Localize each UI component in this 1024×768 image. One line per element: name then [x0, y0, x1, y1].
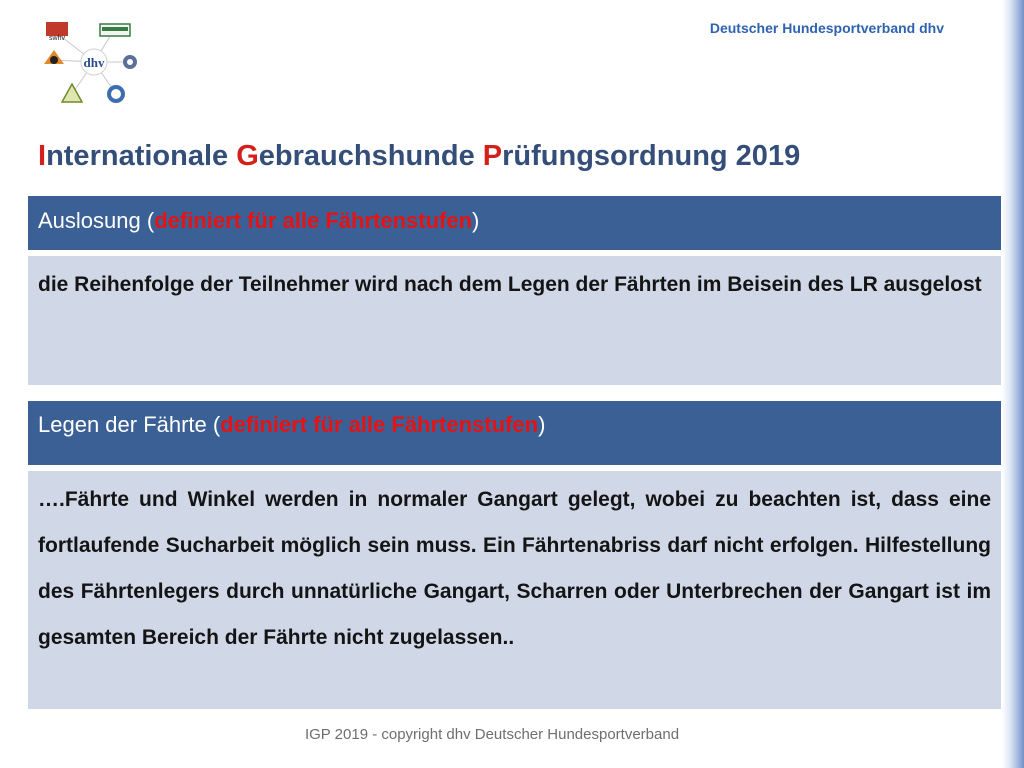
triangle-emblem [62, 84, 82, 102]
section-note: definiert für alle Fährtenstufen [154, 208, 473, 233]
logo-cluster [36, 18, 146, 110]
page-title [38, 140, 800, 173]
section-title: Legen der Fährte [38, 412, 207, 437]
association-logos-image [36, 18, 146, 110]
section-header-legen-der-faehrte [28, 401, 1001, 465]
section-close-paren: ) [472, 208, 480, 233]
swhv-logo [46, 22, 68, 42]
section-note: definiert für alle Fährtenstufen [220, 412, 539, 437]
footer-copyright: IGP 2019 - copyright dhv Deutscher Hundesportverband [304, 726, 680, 743]
section-body-text: die Reihenfolge der Teilnehmer wird nach dem Legen der Fährten im Beisein des LR ausgelost [38, 273, 982, 296]
organization-name: Deutscher Hundesportverband dhv [709, 20, 944, 36]
section-header-auslosung [28, 196, 1001, 250]
section-title: Auslosung [38, 208, 141, 233]
right-edge-gradient [1002, 0, 1024, 768]
section-body-legen-der-faehrte [28, 471, 1001, 709]
dhv-logo [81, 49, 107, 75]
title-initial: I [38, 140, 47, 172]
section-open-paren: ( [140, 208, 155, 233]
section-body-text: ….Fährte und Winkel werden in normaler Gangart gelegt, wobei zu beachten ist, dass eine fortlaufende Sucharbeit möglich sein muss. Ein Fährtenabriss darf nicht erfolgen. Hilfestellung des Fährtenlegers durch unnatürliche Gangart, Scharren oder Unterbrechen der Gangart ist im gesamten Bereich der Fährte nicht zugelassen.. [38, 488, 991, 649]
section-body-auslosung [28, 256, 1001, 385]
section-close-paren: ) [538, 412, 546, 437]
title-initial: P [482, 140, 503, 172]
club-emblem-right [123, 55, 137, 69]
title-text: nternationale [46, 140, 237, 172]
svg-text:swhv: swhv [49, 35, 65, 42]
svg-text:dhv: dhv [83, 55, 105, 70]
club-emblem-left [44, 50, 64, 64]
title-initial: G [236, 140, 259, 172]
section-open-paren: ( [206, 412, 221, 437]
title-text: rüfungsordnung 2019 [502, 140, 801, 172]
title-text: ebrauchshunde [258, 140, 483, 172]
hsvrm-logo [100, 24, 130, 36]
bssv-logo [107, 85, 125, 103]
